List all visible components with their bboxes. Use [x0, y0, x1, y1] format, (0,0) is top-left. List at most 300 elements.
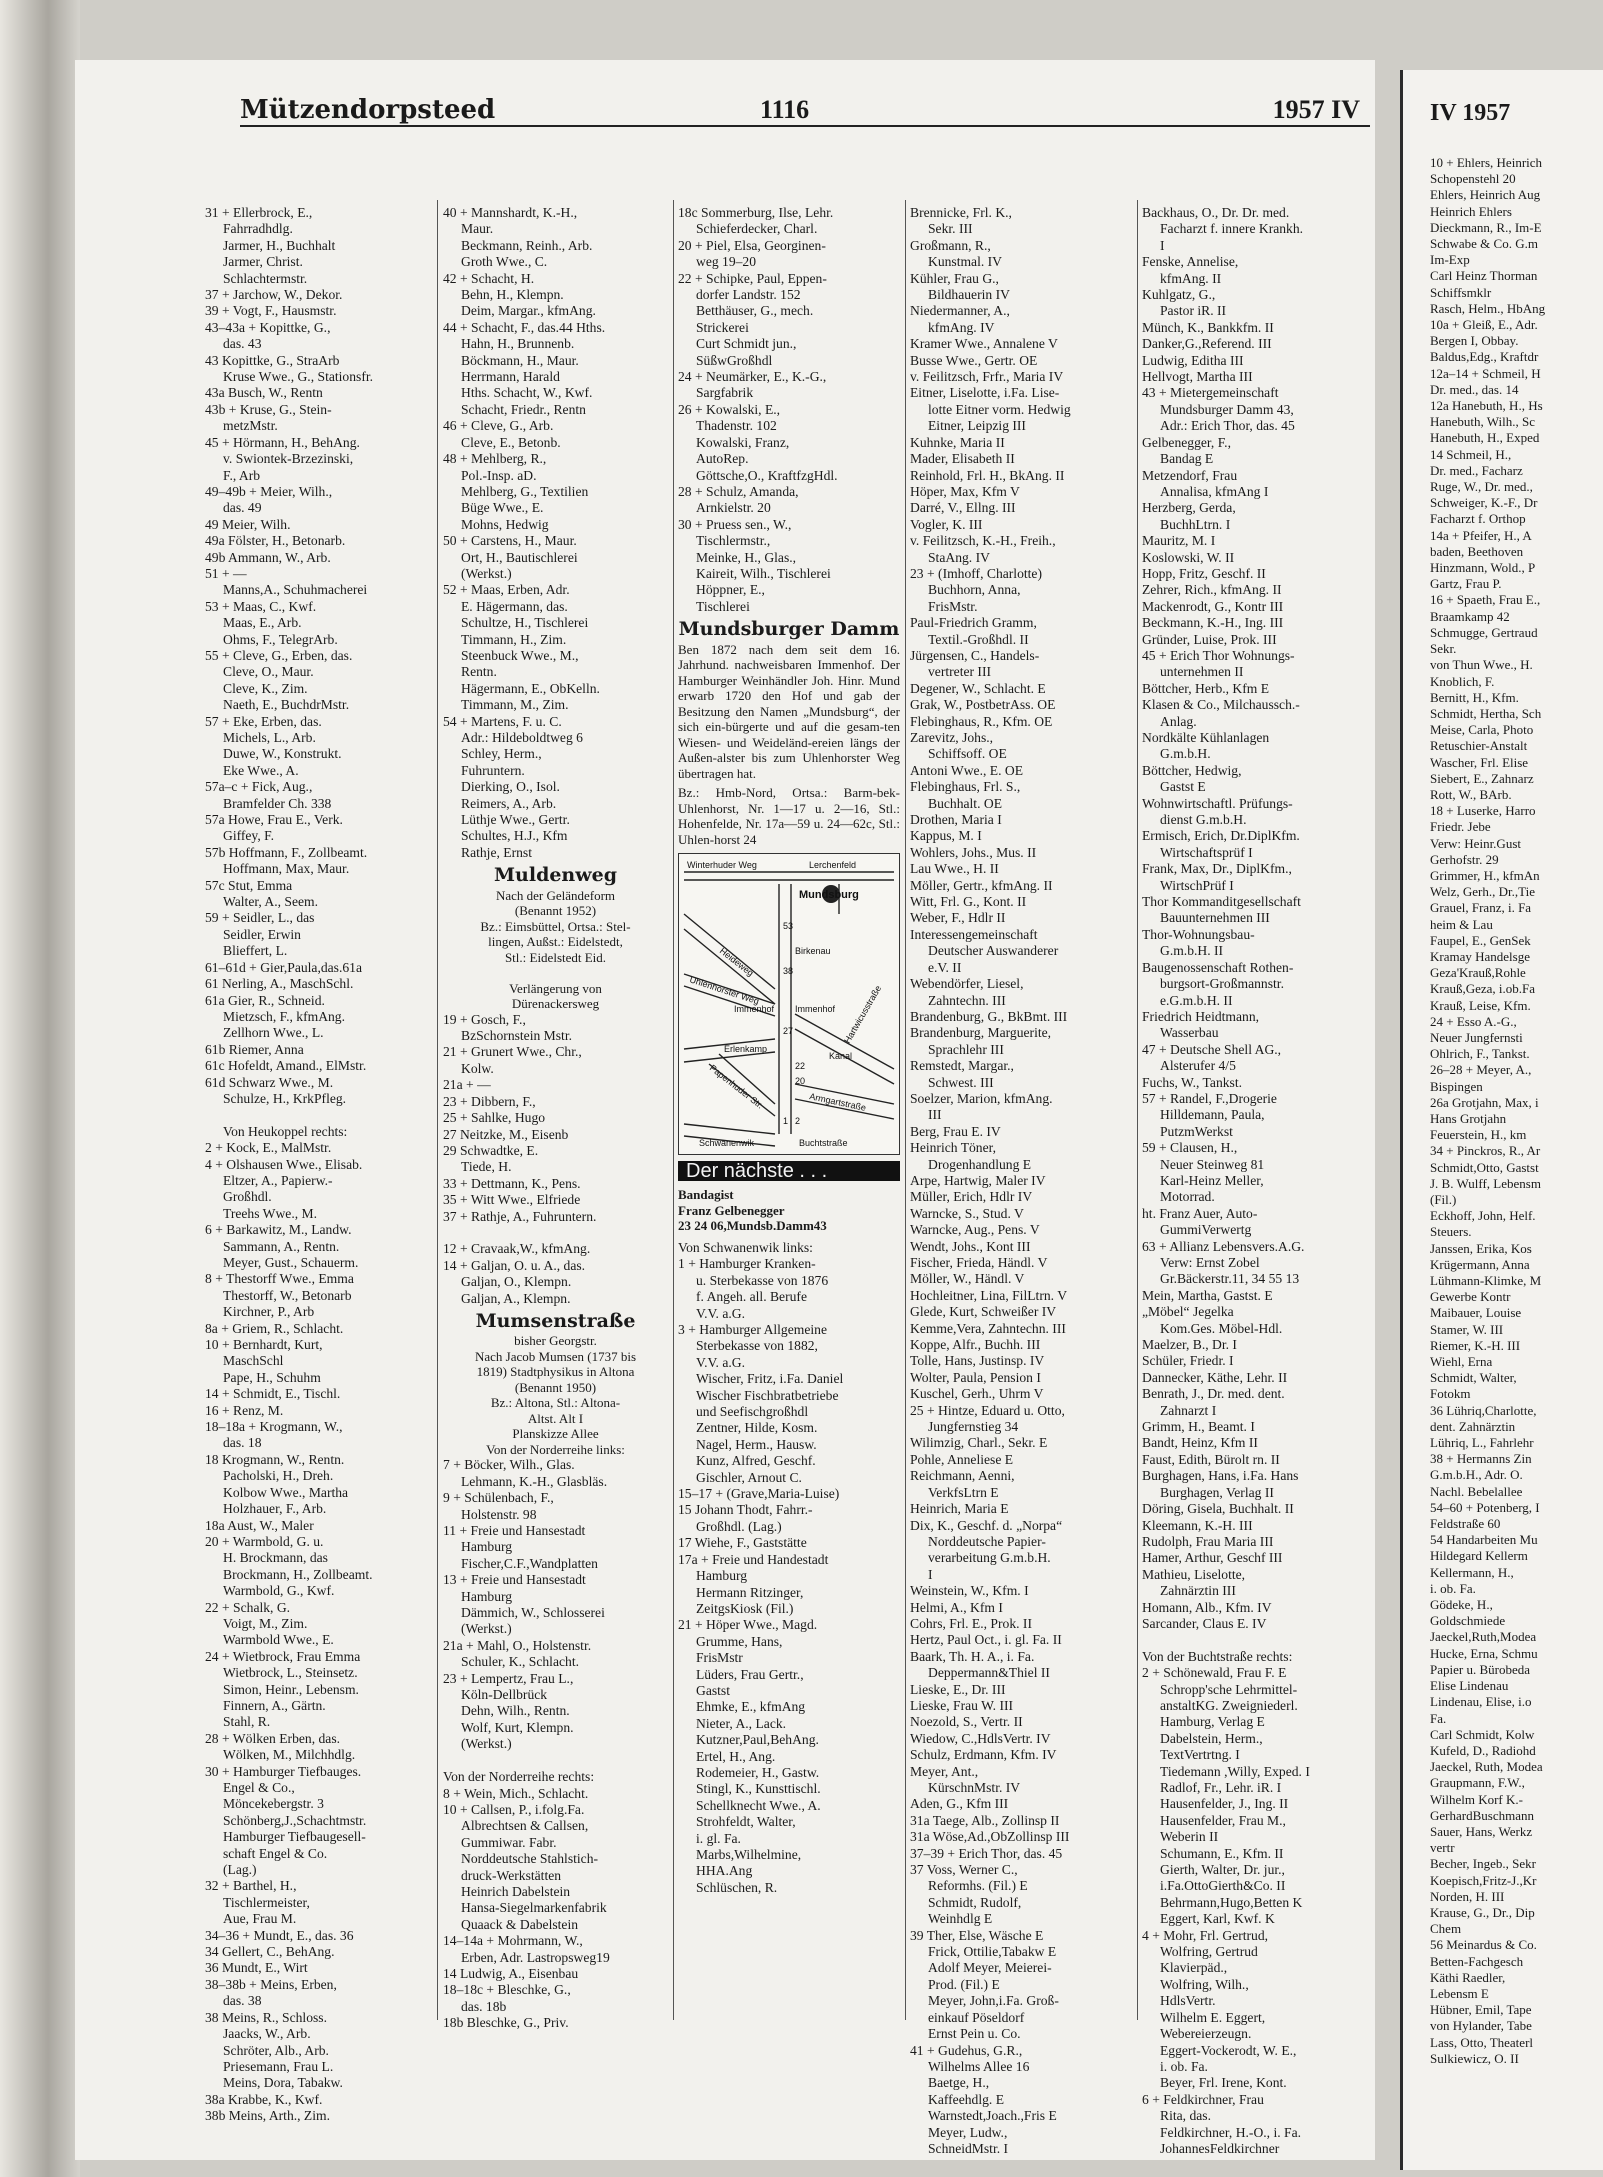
- directory-entry: 43b + Kruse, G., Stein-: [205, 401, 332, 417]
- directory-entry: Ehmke, E., kfmAng: [696, 1699, 806, 1715]
- directory-entry: weg 19–20: [696, 254, 757, 270]
- directory-entry: 21 + Grunert Wwe., Chr.,: [443, 1044, 582, 1060]
- directory-entry: Adr.: Hildeboldtweg 6: [461, 730, 583, 745]
- directory-entry: Brockmann, H., Zollbeamt.: [223, 1566, 373, 1582]
- directory-entry: Kunz, Alfred, Geschf.: [696, 1453, 816, 1469]
- directory-entry: Brandenburg, Marguerite,: [910, 1025, 1052, 1041]
- directory-entry: Betten-Fachgesch: [1430, 1953, 1524, 1969]
- directory-entry: Büge Wwe., E.: [461, 500, 544, 516]
- directory-entry: Norddeutsche Stahlstich-: [461, 1851, 599, 1867]
- directory-entry: 2 + Kock, E., MalMstr.: [205, 1140, 332, 1156]
- directory-entry: Planskizze Allee: [512, 1426, 599, 1442]
- directory-entry: Von der Buchtstraße rechts:: [1142, 1648, 1293, 1664]
- directory-entry: Wilimzig, Charl., Sekr. E: [910, 1435, 1048, 1451]
- directory-entry: 47 + Deutsche Shell AG.,: [1142, 1041, 1282, 1057]
- directory-entry: (Werkst.): [461, 1621, 512, 1637]
- directory-entry: 57 + Randel, F.,Drogerie: [1142, 1090, 1277, 1106]
- directory-entry: Gr.Bäckerstr.11, 34 55 13: [1160, 1271, 1300, 1287]
- directory-entry: Reformhs. (Fil.) E: [928, 1878, 1028, 1894]
- directory-entry: Nordkälte Kühlanlagen: [1142, 730, 1270, 745]
- directory-entry: Arnkielstr. 20: [696, 500, 771, 516]
- directory-entry: 31a Taege, Alb., Zollinsp II: [910, 1812, 1060, 1828]
- directory-entry: Strickerei: [696, 319, 749, 335]
- directory-entry: KürschnMstr. IV: [928, 1780, 1021, 1795]
- directory-entry: Drogenhandlung E: [928, 1156, 1032, 1172]
- directory-entry: Frank, Max, Dr., DiplKfm.,: [1142, 861, 1292, 877]
- directory-entry: Großhdl. (Lag.): [696, 1518, 782, 1534]
- directory-entry: Schmidt,Otto, Gastst: [1430, 1159, 1539, 1175]
- directory-entry: Holzhauer, F., Arb.: [223, 1501, 327, 1517]
- directory-entry: Nieter, A., Lack.: [696, 1715, 787, 1731]
- directory-entry: Schieferdecker, Charl.: [696, 221, 818, 237]
- directory-entry: E. Hägermann, das.: [461, 598, 568, 614]
- map-number-22: 22: [795, 1061, 806, 1072]
- directory-entry: einkauf Pöseldorf: [928, 2009, 1025, 2025]
- directory-entry: burgsort-Großmannstr.: [1160, 976, 1284, 992]
- directory-entry: Marbs,Wilhelmine,: [696, 1847, 802, 1862]
- directory-entry: 46 + Cleve, G., Arb.: [443, 418, 554, 434]
- directory-entry: Wischer, Fritz, i.Fa. Daniel: [696, 1371, 844, 1387]
- directory-entry: Fuhruntern.: [461, 762, 525, 778]
- directory-entry: Schüler, Friedr. I: [1142, 1353, 1234, 1369]
- directory-entry: Stl.: Eidelstedt Eid.: [504, 949, 607, 965]
- directory-entry: WirtschPrüf I: [1160, 877, 1234, 893]
- directory-entry: 50 + Carstens, H., Maur.: [443, 533, 577, 549]
- directory-entry: Schmidt, Hertha, Sch: [1430, 705, 1542, 721]
- directory-entry: dorfer Landstr. 152: [696, 287, 801, 303]
- directory-entry: Papier u. Bürobeda: [1430, 1661, 1531, 1677]
- directory-entry: Blieffert, L.: [223, 943, 288, 959]
- directory-entry: 38a Krabbe, K., Kwf.: [205, 2091, 323, 2107]
- directory-entry: Tiede, H.: [461, 1159, 512, 1175]
- directory-entry: GummiVerwertg: [1160, 1222, 1252, 1238]
- directory-entry: Hamburg: [461, 1539, 513, 1555]
- directory-entry: 31a Wöse,Ad.,ObZollinsp III: [910, 1829, 1070, 1845]
- directory-entry: Drothen, Maria I: [910, 812, 1002, 828]
- directory-entry: 18 + Luserke, Harro: [1430, 803, 1536, 819]
- directory-entry: Helmi, A., Kfm I: [910, 1599, 1003, 1615]
- directory-entry: Dieckmann, R., Im-E: [1430, 219, 1542, 235]
- directory-entry: Thadenstr. 102: [696, 418, 777, 434]
- directory-entry: Gastst: [696, 1682, 730, 1698]
- directory-entry: 26–28 + Meyer, A.,: [1430, 1062, 1532, 1078]
- directory-entry: Zahntechn. III: [928, 992, 1006, 1008]
- directory-entry: Buchhalt. OE: [928, 795, 1002, 811]
- directory-entry: 40 + Mannshardt, K.-H.,: [443, 205, 578, 220]
- directory-entry: Duwe, W., Konstrukt.: [223, 746, 342, 762]
- directory-entry: 14 Schmeil, H.,: [1430, 446, 1512, 462]
- directory-entry: FrisMstr: [696, 1650, 743, 1666]
- directory-entry: das. 18b: [461, 1998, 507, 2014]
- directory-entry: 53 + Maas, C., Kwf.: [205, 598, 317, 614]
- directory-entry: Bramfelder Ch. 338: [223, 795, 332, 811]
- directory-entry: Kramay Handelsge: [1430, 948, 1530, 964]
- directory-entry: Warmbold, G., Kwf.: [223, 1583, 335, 1599]
- directory-entry: Adr.: Erich Thor, das. 45: [1160, 418, 1295, 434]
- directory-entry: Vogler, K. III: [910, 516, 983, 532]
- directory-entry: Höppner, E.,: [696, 582, 765, 598]
- directory-entry: Bandagist: [678, 1187, 734, 1203]
- directory-entry: JohannesFeldkirchner: [1160, 2140, 1280, 2156]
- directory-entry: e.V. II: [928, 959, 962, 975]
- directory-entry: Burghagen, Verlag II: [1160, 1484, 1274, 1500]
- directory-entry: Rudolph, Frau Maria III: [1142, 1533, 1274, 1549]
- directory-entry: Zentner, Hilde, Kosm.: [696, 1420, 818, 1436]
- directory-entry: Paul-Friedrich Gramm,: [910, 615, 1037, 631]
- directory-entry: AutoRep.: [696, 451, 749, 467]
- directory-entry: Ernst Pein u. Co.: [928, 2026, 1021, 2042]
- directory-entry: Wölken, M., Milchhdlg.: [223, 1747, 356, 1763]
- directory-entry: Tolle, Hans, Justinsp. IV: [910, 1353, 1045, 1369]
- directory-entry: Engel & Co.,: [223, 1780, 295, 1795]
- directory-entry: Wilhelms Allee 16: [928, 2058, 1030, 2074]
- directory-entry: Sekr. III: [928, 221, 973, 237]
- directory-entry: dienst G.m.b.H.: [1160, 812, 1247, 828]
- directory-entry: F., Arb: [223, 467, 261, 483]
- directory-entry: Hamburg: [461, 1588, 513, 1604]
- directory-entry: Kutzner,Paul,BehAng.: [696, 1732, 819, 1748]
- directory-entry: 14 Ludwig, A., Eisenbau: [443, 1965, 579, 1981]
- directory-entry: Bildhauerin IV: [928, 287, 1010, 303]
- directory-entry: Rathje, Ernst: [461, 844, 532, 860]
- directory-entry: Nach Jacob Mumsen (1737 bis: [474, 1348, 637, 1364]
- directory-entry: Döring, Gisela, Buchhalt. II: [1142, 1501, 1294, 1517]
- directory-entry: Dannecker, Käthe, Lehr. II: [1142, 1369, 1288, 1385]
- directory-entry: 18–18c + Bleschke, G.,: [443, 1982, 571, 1998]
- directory-entry: Von Schwanenwik links:: [678, 1239, 813, 1255]
- directory-entry: Mehlberg, G., Textilien: [461, 483, 589, 499]
- column-2: [443, 205, 668, 2045]
- directory-entry: Fahrradhdlg.: [223, 221, 293, 237]
- directory-entry: Heinrich, Maria E: [910, 1501, 1009, 1517]
- directory-entry: Hildegard Kellerm: [1430, 1548, 1528, 1564]
- directory-entry: Baldus,Edg., Kraftdr: [1430, 349, 1539, 365]
- map-label-heideweg: Heideweg: [717, 945, 756, 979]
- directory-entry: Lebensm E: [1430, 1985, 1489, 2001]
- directory-entry: Hanebuth, Wilh., Sc: [1430, 414, 1536, 430]
- directory-entry: Gastst E: [1160, 779, 1206, 795]
- directory-entry: Eggert, Karl, Kwf. K: [1160, 1911, 1275, 1927]
- directory-entry: 24 + Neumärker, E., K.-G.,: [678, 369, 827, 385]
- directory-entry: Hopp, Fritz, Geschf. II: [1142, 565, 1266, 581]
- directory-entry: (Fil.): [1430, 1192, 1457, 1207]
- directory-entry: Knoblich, F.: [1430, 673, 1495, 689]
- directory-entry: Nach der Geländeform: [495, 887, 616, 903]
- directory-entry: Hans Grotjahn: [1430, 1110, 1507, 1126]
- directory-entry: Grumme, Hans,: [696, 1633, 783, 1649]
- directory-entry: 21 + Höper Wwe., Magd.: [678, 1617, 818, 1633]
- directory-entry: Gischler, Arnout C.: [696, 1469, 802, 1485]
- directory-entry: verarbeitung G.m.b.H.: [928, 1550, 1051, 1566]
- directory-entry: 23 + Dibbern, F.,: [443, 1093, 536, 1109]
- directory-entry: Hausenfelder, J., Ing. II: [1160, 1796, 1289, 1812]
- directory-entry: 4 + Mohr, Frl. Gertrud,: [1142, 1927, 1269, 1943]
- directory-entry: Schellknecht Wwe., A.: [696, 1797, 821, 1813]
- directory-entry: Hertz, Paul Oct., i. gl. Fa. II: [910, 1632, 1062, 1648]
- directory-entry: Hamburg, Verlag E: [1160, 1714, 1265, 1730]
- directory-entry: 11 + Freie und Hansestadt: [443, 1523, 586, 1538]
- directory-entry: Karl-Heinz Meller,: [1160, 1172, 1264, 1188]
- directory-entry: Stamer, W. III: [1430, 1321, 1504, 1337]
- map-label-hartwicus: Hartwicusstraße: [842, 983, 884, 1046]
- directory-entry: Backhaus, O., Dr. Dr. med.: [1142, 205, 1290, 220]
- directory-entry: 2 + Schönewald, Frau F. E: [1142, 1665, 1287, 1681]
- directory-entry: 24 + Esso A.-G.,: [1430, 1013, 1517, 1029]
- directory-entry: Reimers, A., Arb.: [461, 795, 557, 811]
- directory-entry: Pastor iR. II: [1160, 303, 1227, 319]
- directory-entry: 20 + Piel, Elsa, Georginen-: [678, 237, 826, 253]
- street-heading-mundsburger-damm: Mundsburger Damm: [678, 618, 900, 641]
- map-number-20: 20: [795, 1076, 806, 1087]
- directory-entry: 44 + Schacht, F., das.44 Hths.: [443, 319, 606, 335]
- directory-entry: 45 + Erich Thor Wohnungs-: [1142, 647, 1295, 663]
- directory-entry: Schönberg,J.,Schachtmstr.: [223, 1812, 367, 1828]
- directory-entry: 34–36 + Mundt, E., das. 36: [205, 1927, 354, 1943]
- directory-entry: Weber, F., Hdlr II: [910, 910, 1006, 926]
- directory-entry: Franz Gelbenegger: [678, 1202, 785, 1218]
- directory-entry: 56 Meinardus & Co.: [1430, 1937, 1537, 1953]
- directory-entry: III: [928, 1107, 942, 1123]
- directory-entry: Timmann, H., Zim.: [461, 631, 567, 647]
- directory-entry: 28 + Wölken Erben, das.: [205, 1730, 341, 1746]
- directory-entry: Webereierzeugn.: [1160, 2026, 1252, 2042]
- directory-entry: Rott, W., BArb.: [1430, 786, 1512, 802]
- directory-entry: Dierking, O., Isol.: [461, 779, 560, 795]
- directory-entry: Von Heukoppel rechts:: [223, 1123, 348, 1139]
- directory-entry: (Werkst.): [461, 1736, 512, 1752]
- directory-entry: 10a + Gleiß, E., Adr.: [1430, 317, 1538, 333]
- directory-entry: HHA.Ang: [696, 1863, 753, 1879]
- directory-entry: 33 + Dettmann, K., Pens.: [443, 1175, 581, 1191]
- directory-entry: das. 38: [223, 1993, 262, 2009]
- column-divider: [905, 200, 906, 2020]
- directory-entry: Arpe, Hartwig, Maler IV: [910, 1172, 1046, 1188]
- directory-entry: Eltzer, A., Papierw.-: [223, 1172, 333, 1188]
- directory-entry: Seidler, Erwin: [223, 926, 301, 942]
- page-number: 1116: [760, 95, 810, 124]
- directory-entry: Wolfring, Gertrud: [1160, 1944, 1258, 1960]
- directory-entry: 61d Schwarz Wwe., M.: [205, 1074, 334, 1090]
- directory-entry: f. Angeh. all. Berufe: [696, 1289, 807, 1305]
- directory-entry: Bauunternehmen III: [1160, 910, 1270, 926]
- directory-entry: Rentn.: [461, 664, 497, 680]
- directory-entry: Anlag.: [1160, 713, 1197, 729]
- directory-entry: Hths. Schacht, W., Kwf.: [461, 385, 593, 401]
- directory-entry: Von der Norderreihe links:: [486, 1441, 625, 1457]
- directory-entry: Schröter, Alb., Arb.: [223, 2042, 329, 2058]
- directory-entry: 32 + Barthel, H.,: [205, 1878, 297, 1894]
- directory-entry: Curt Schmidt jun.,: [696, 336, 797, 352]
- directory-entry: 24 + Wietbrock, Frau Emma: [205, 1648, 361, 1664]
- directory-entry: i.Fa.OttoGierth&Co. II: [1160, 1878, 1286, 1894]
- map-label-birkenau: Birkenau: [795, 946, 831, 957]
- column-3: [678, 205, 900, 2045]
- directory-entry: Eitner, Liselotte, i.Fa. Lise-: [910, 385, 1060, 401]
- page-header: [240, 95, 1360, 135]
- map-label-erlenkamp: Erlenkamp: [724, 1044, 768, 1055]
- directory-entry: Kolbow Wwe., Martha: [223, 1484, 349, 1500]
- directory-entry: SüßwGroßhdl: [696, 352, 773, 368]
- directory-entry: 30 + Pruess sen., W.,: [678, 516, 792, 532]
- directory-entry: 36 Lühriq,Charlotte,: [1430, 1402, 1537, 1418]
- directory-entry: Bz.: Altona, Stl.: Altona-: [490, 1395, 621, 1411]
- directory-entry: Wohnwirtschaftl. Prüfungs-: [1142, 795, 1293, 811]
- directory-entry: Thestorff, W., Betonarb: [223, 1287, 352, 1303]
- directory-entry: 17a + Freie und Handestadt: [678, 1551, 829, 1567]
- directory-entry: dent. Zahnärztin: [1430, 1418, 1516, 1434]
- directory-entry: VerkfsLtrn E: [928, 1484, 999, 1500]
- directory-entry: Metzendorf, Frau: [1142, 467, 1238, 483]
- directory-entry: 28 + Schulz, Amanda,: [678, 483, 799, 499]
- directory-entry: Wohlers, Johs., Mus. II: [910, 844, 1037, 860]
- directory-entry: Welz, Gerh., Dr.,Tie: [1430, 884, 1535, 900]
- directory-entry: Warncke, S., Stud. V: [910, 1205, 1024, 1221]
- directory-entry: 17 Wiehe, F., Gaststätte: [678, 1535, 807, 1551]
- directory-entry: Sargfabrik: [696, 385, 754, 401]
- directory-entry: i. gl. Fa.: [696, 1830, 741, 1846]
- directory-entry: Walter, A., Seem.: [223, 894, 319, 910]
- directory-entry: Cohrs, Frl. E., Prok. II: [910, 1615, 1032, 1631]
- directory-entry: 63 + Allianz Lebensvers.A.G.: [1142, 1238, 1305, 1254]
- directory-entry: Stahl, R.: [223, 1714, 271, 1730]
- directory-entry: Schley, Herm.,: [461, 746, 542, 762]
- directory-entry: Hamburger Tiefbaugesell-: [223, 1829, 366, 1845]
- directory-entry: 22 + Schalk, G.: [205, 1599, 291, 1615]
- directory-entry: 20 + Warmbold, G. u.: [205, 1533, 324, 1549]
- directory-entry: Lehmann, K.-H., Glasbläs.: [461, 1473, 608, 1489]
- directory-entry: 48 + Mehlberg, R.,: [443, 451, 547, 467]
- advertisement-banner: Der nächste . . .: [678, 1161, 900, 1181]
- directory-entry: Dürenackersweg: [511, 996, 600, 1012]
- directory-entry: 38–38b + Meins, Erben,: [205, 1976, 337, 1992]
- directory-entry: Zarevitz, Johs.,: [910, 730, 994, 745]
- directory-entry: Bispingen: [1430, 1078, 1483, 1094]
- directory-entry: Lindenau, Elise, i.o: [1430, 1694, 1532, 1710]
- directory-entry: Verw: Ernst Zobel: [1160, 1255, 1260, 1270]
- directory-entry: 15 Johann Thodt, Fahrr.-: [678, 1502, 813, 1518]
- directory-entry: Grimmer, H., kfmAn: [1430, 867, 1540, 883]
- directory-entry: Steenbuck Wwe., M.,: [461, 647, 579, 663]
- directory-entry: und Seefischgroßhdl: [696, 1404, 809, 1420]
- directory-entry: das. 49: [223, 500, 262, 516]
- directory-entry: Hübner, Emil, Tape: [1430, 2002, 1532, 2018]
- directory-entry: Möncekebergstr. 3: [223, 1796, 324, 1812]
- directory-entry: Meins, Dora, Tabakw.: [223, 2075, 343, 2091]
- directory-entry: 10 + Bernhardt, Kurt,: [205, 1337, 323, 1353]
- directory-entry: Höper, Max, Kfm V: [910, 483, 1020, 499]
- directory-entry: Frick, Ottilie,Tabakw E: [928, 1944, 1057, 1960]
- directory-entry: Hochleitner, Lina, FilLtrn. V: [910, 1287, 1068, 1303]
- directory-entry: Altst. Alt I: [527, 1410, 584, 1426]
- directory-entry: Steuers.: [1430, 1224, 1472, 1240]
- directory-entry: Heinrich Töner,: [910, 1140, 997, 1156]
- directory-entry: Dr. med., das. 14: [1430, 381, 1519, 397]
- directory-entry: 8 + Thestorff Wwe., Emma: [205, 1271, 354, 1287]
- directory-entry: Weinstein, W., Kfm. I: [910, 1583, 1029, 1599]
- directory-entry: Jürgensen, C., Handels-: [910, 647, 1040, 663]
- directory-entry: Schuler, K., Schlacht.: [461, 1654, 579, 1670]
- directory-entry: [205, 1107, 430, 1123]
- directory-entry: Thor-Wohnungsbau-: [1142, 926, 1255, 942]
- directory-entry: Beyer, Frl. Irene, Kont.: [1160, 2075, 1287, 2091]
- directory-entry: Müller, Erich, Hdlr IV: [910, 1189, 1033, 1205]
- directory-entry: Witt, Frl. G., Kont. II: [910, 894, 1027, 910]
- directory-entry: Zahnärztin III: [1160, 1583, 1236, 1599]
- directory-entry: Verlängerung von: [509, 980, 602, 996]
- directory-entry: Galjan, A., Klempn.: [461, 1290, 571, 1306]
- directory-entry: Schultze, H., Tischlerei: [461, 615, 589, 631]
- directory-entry: Berg, Frau E. IV: [910, 1123, 1001, 1139]
- directory-entry: 15–17 + (Grave,Maria-Luise): [678, 1486, 840, 1502]
- directory-entry: 9 + Schülenbach, F.,: [443, 1490, 554, 1506]
- directory-entry: 14–14a + Mohrmann, W.,: [443, 1933, 583, 1949]
- directory-entry: Gödeke, H.,: [1430, 1597, 1493, 1613]
- directory-entry: Braamkamp 42: [1430, 608, 1510, 624]
- directory-entry: Eitner, Leipzig III: [928, 418, 1026, 434]
- directory-entry: 49b Ammann, W., Arb.: [205, 549, 331, 565]
- directory-entry: Warnstedt,Joach.,Fris E: [928, 2108, 1057, 2124]
- street-heading-mumsenstrasse: Mumsenstraße: [475, 1309, 636, 1332]
- map-label-schwanenwik: Schwanenwik: [699, 1138, 755, 1149]
- directory-entry: Norden, H. III: [1430, 1888, 1505, 1904]
- directory-entry: GerhardBuschmann: [1430, 1807, 1534, 1823]
- directory-entry: Grimm, H., Beamt. I: [1142, 1419, 1255, 1435]
- directory-entry: Kowalski, Franz,: [696, 434, 790, 450]
- directory-entry: 12a Hanebuth, H., Hs: [1430, 398, 1543, 414]
- directory-entry: Chem: [1430, 1921, 1462, 1937]
- directory-entry: Treehs Wwe., M.: [223, 1205, 318, 1221]
- directory-entry: Mauritz, M. I: [1142, 533, 1216, 549]
- directory-entry: anstaltKG. Zweigniederl.: [1160, 1697, 1298, 1713]
- directory-entry: heim & Lau: [1430, 916, 1493, 932]
- street-heading-muldenweg: Muldenweg: [494, 864, 617, 887]
- directory-entry: Schiffsoff. OE: [928, 746, 1007, 762]
- directory-entry: Strohfeldt, Walter,: [696, 1814, 796, 1830]
- directory-entry: 43 Kopittke, G., StraArb: [205, 352, 340, 368]
- directory-entry: Schweiger, K.-F., Dr: [1430, 495, 1538, 511]
- directory-entry: von Hylander, Tabe: [1430, 2018, 1532, 2034]
- directory-entry: Klavierpäd.,: [1160, 1960, 1228, 1976]
- directory-entry: Facharzt f. innere Krankh.: [1160, 221, 1304, 237]
- directory-entry: Deutscher Auswanderer: [928, 943, 1059, 959]
- directory-entry: 21a + Mahl, O., Holstenstr.: [443, 1637, 592, 1653]
- directory-entry: Manns,A., Schuhmacherei: [223, 582, 368, 598]
- directory-entry: BzSchornstein Mstr.: [461, 1028, 573, 1044]
- directory-entry: 23 + Lempertz, Frau L.,: [443, 1670, 574, 1686]
- directory-entry: 43–43a + Kopittke, G.,: [205, 319, 331, 335]
- directory-entry: Danker,G.,Referend. III: [1142, 336, 1272, 352]
- directory-entry: Krauß, Leise, Kfm.: [1430, 997, 1531, 1013]
- directory-entry: 59 + Seidler, L., das: [205, 910, 315, 926]
- directory-entry: Geza'Krauß,Rohle: [1430, 965, 1526, 981]
- directory-entry: Mundsburger Damm 43,: [1160, 401, 1294, 417]
- directory-entry: Bergen I, Obbay.: [1430, 333, 1519, 349]
- directory-entry: 55 + Cleve, G., Erben, das.: [205, 647, 353, 663]
- directory-entry: 36 Mundt, E., Wirt: [205, 1960, 308, 1976]
- directory-entry: Hucke, Erna, Schmu: [1430, 1645, 1538, 1661]
- directory-entry: Retuschier-Anstalt: [1430, 738, 1528, 754]
- directory-entry: 51 + —: [205, 565, 247, 581]
- directory-entry: Neuer Steinweg 81: [1160, 1156, 1265, 1172]
- directory-entry: Im-Exp: [1430, 252, 1470, 268]
- directory-entry: 6 + Feldkirchner, Frau: [1142, 2091, 1264, 2107]
- map-label-buchtstrasse: Buchtstraße: [799, 1138, 848, 1149]
- directory-entry: TextVertrtng. I: [1160, 1747, 1240, 1763]
- column-divider: [1137, 200, 1138, 2020]
- directory-entry: Naeth, E., BuchdrMstr.: [223, 697, 350, 713]
- directory-entry: Maibauer, Louise: [1430, 1305, 1522, 1321]
- directory-entry: 13 + Freie und Hansestadt: [443, 1572, 586, 1588]
